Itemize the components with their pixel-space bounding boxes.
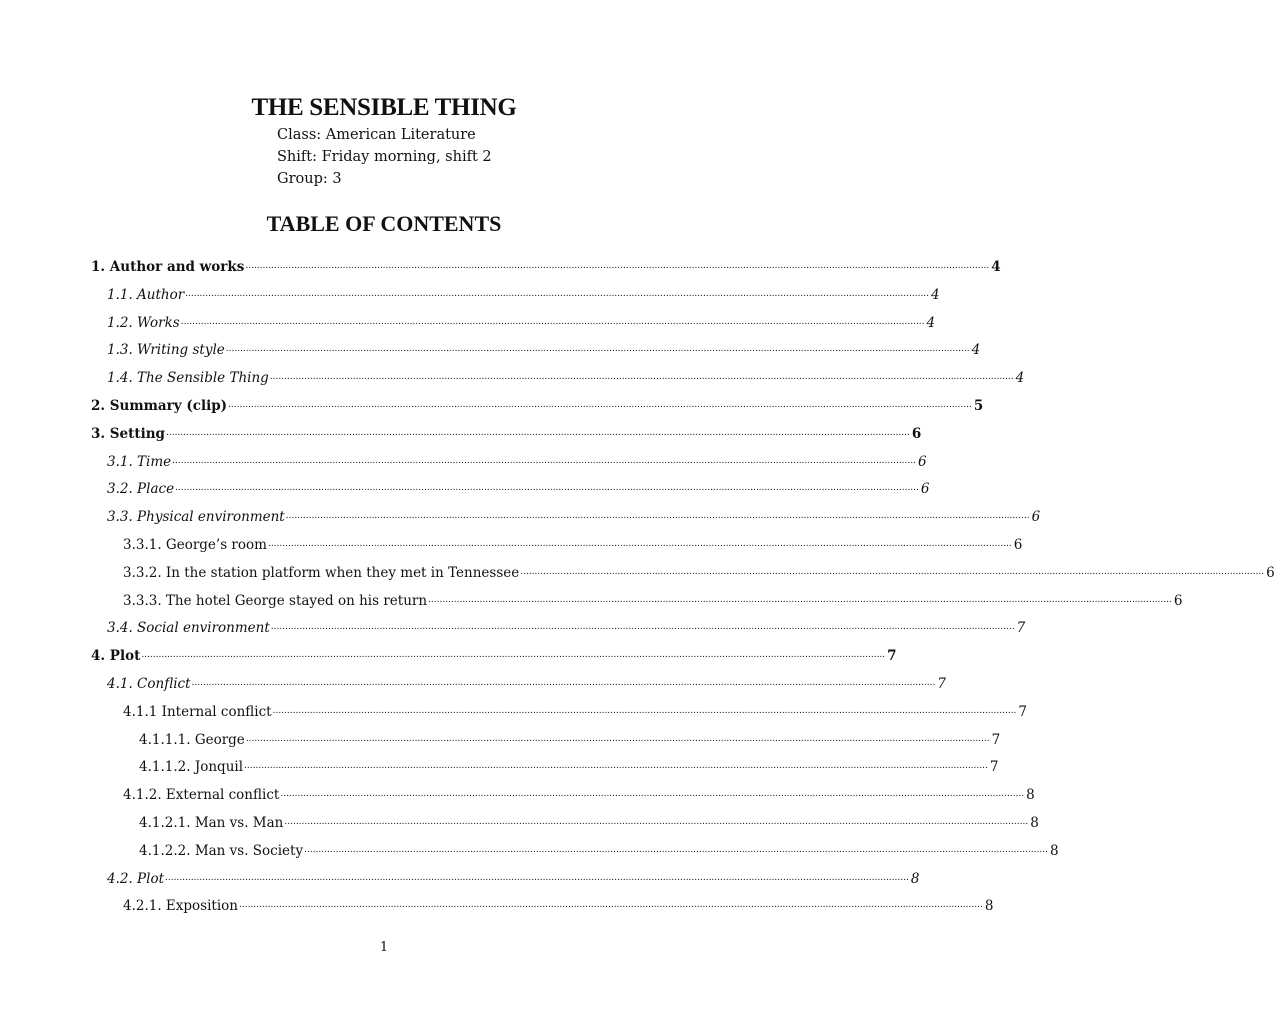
toc-dot-leader: .................................................................................................................................................................................................................................................................... — [165, 872, 909, 883]
toc-entry-page: 4 — [931, 286, 940, 303]
toc-entry-label: 4.2. Plot — [107, 870, 165, 887]
toc-dot-leader: .................................................................................................................................................................................................................................................................... — [245, 261, 990, 271]
toc-entry-page: 7 — [887, 648, 897, 665]
toc-entry-label: 1.1. Author — [107, 286, 185, 303]
toc-entry[interactable] — [139, 831, 1059, 859]
toc-entry-label: 3.3.3. The hotel George stayed on his return — [123, 592, 428, 609]
toc-entry[interactable] — [107, 303, 936, 331]
toc-entry-page: 6 — [911, 425, 922, 442]
toc-entry-page: 7 — [937, 676, 946, 692]
toc-dot-leader: .................................................................................................................................................................................................................................................................... — [269, 372, 1014, 383]
toc-dot-leader: .................................................................................................................................................................................................................................................................... — [285, 511, 1030, 522]
meta-shift: Shift: Friday morning, shift 2 — [277, 149, 492, 165]
toc-entry-label: 1.4. The Sensible Thing — [107, 370, 269, 387]
toc-entry-page: 8 — [1030, 815, 1039, 831]
meta-group: Group: 3 — [277, 171, 342, 187]
toc-dot-leader: .................................................................................................................................................................................................................................................................... — [166, 427, 910, 438]
toc-entry-page: 6 — [1173, 592, 1183, 609]
toc-entry-page: 7 — [1016, 620, 1026, 637]
toc-entry[interactable] — [123, 692, 1028, 720]
toc-entry-page: 7 — [989, 759, 999, 776]
toc-dot-leader: .................................................................................................................................................................................................................................................................... — [304, 844, 1048, 855]
toc-entry-label: 3.3. Physical environment — [107, 509, 285, 526]
toc-entry[interactable] — [107, 859, 920, 887]
toc-entry[interactable] — [123, 553, 1275, 581]
toc-entry-page: 6 — [1013, 537, 1023, 553]
toc-entry-page: 4 — [1015, 370, 1025, 387]
toc-entry-label: 3.2. Place — [107, 481, 175, 498]
toc-entry[interactable] — [107, 442, 927, 470]
meta-class: Class: American Literature — [277, 127, 476, 143]
toc-entry-label: 4.2.1. Exposition — [123, 898, 238, 915]
toc-entry[interactable] — [139, 747, 999, 776]
toc-dot-leader: .................................................................................................................................................................................................................................................................... — [245, 733, 990, 744]
toc-dot-leader: .................................................................................................................................................................................................................................................................... — [238, 900, 983, 911]
toc-entry[interactable] — [107, 469, 930, 498]
toc-dot-leader: .................................................................................................................................................................................................................................................................... — [272, 705, 1017, 716]
toc-entry[interactable] — [123, 525, 1023, 553]
toc-dot-leader: .................................................................................................................................................................................................................................................................... — [280, 789, 1025, 800]
toc-entry-page: 4 — [971, 342, 981, 359]
document-title: THE SENSIBLE THING — [251, 94, 517, 121]
toc-entry-page: 4 — [926, 314, 936, 331]
toc-entry-label: 3.3.1. George’s room — [123, 537, 267, 553]
toc-dot-leader: .................................................................................................................................................................................................................................................................... — [267, 539, 1012, 549]
toc-entry[interactable] — [107, 358, 1025, 387]
toc-dot-leader: .................................................................................................................................................................................................................................................................... — [172, 455, 916, 466]
toc-entry[interactable] — [107, 608, 1026, 637]
toc-dot-leader: .................................................................................................................................................................................................................................................................... — [191, 678, 936, 688]
toc-entry-label: 3.4. Social environment — [107, 620, 270, 637]
toc-dot-leader: .................................................................................................................................................................................................................................................................... — [428, 594, 1172, 605]
toc-entry[interactable] — [139, 720, 1001, 748]
toc-entry[interactable] — [123, 886, 994, 915]
toc-entry-label: 4. Plot — [91, 648, 141, 665]
toc-dot-leader: .................................................................................................................................................................................................................................................................... — [185, 288, 930, 299]
toc-dot-leader: .................................................................................................................................................................................................................................................................... — [284, 817, 1029, 827]
toc-entry[interactable] — [139, 803, 1039, 831]
toc-entry-page: 8 — [1049, 842, 1059, 859]
toc-entry-label: 4.1.1 Internal conflict — [123, 703, 272, 720]
page-number: 1 — [379, 940, 389, 955]
toc-entry[interactable] — [123, 581, 1183, 609]
toc-entry[interactable] — [91, 636, 897, 665]
toc-entry-page: 8 — [1026, 787, 1035, 804]
toc-entry-label: 1.3. Writing style — [107, 342, 225, 359]
toc-entry-label: 4.1.2.2. Man vs. Society — [139, 842, 304, 859]
toc-dot-leader: .................................................................................................................................................................................................................................................................... — [228, 400, 972, 410]
toc-entry-label: 3. Setting — [91, 425, 165, 442]
toc-entry-page: 6 — [1266, 564, 1275, 581]
toc-entry-label: 4.1.1.2. Jonquil — [139, 759, 244, 776]
toc-entry-page: 6 — [918, 453, 927, 470]
toc-entry[interactable] — [91, 247, 1001, 275]
toc-dot-leader: .................................................................................................................................................................................................................................................................... — [270, 622, 1015, 633]
toc-entry-page: 6 — [1031, 509, 1041, 526]
toc-entry-label: 4.1.1.1. George — [139, 731, 245, 748]
toc-dot-leader: .................................................................................................................................................................................................................................................................... — [244, 761, 988, 772]
toc-entry-label: 1.2. Works — [107, 314, 180, 331]
toc-dot-leader: .................................................................................................................................................................................................................................................................... — [141, 650, 886, 661]
toc-entry-page: 6 — [920, 481, 930, 498]
toc-entry[interactable] — [107, 664, 946, 692]
toc-entry-label: 4.1.2. External conflict — [123, 787, 280, 804]
toc-entry[interactable] — [107, 497, 1041, 526]
document-meta — [277, 124, 492, 190]
toc-dot-leader: .................................................................................................................................................................................................................................................................... — [180, 316, 925, 327]
toc-heading: TABLE OF CONTENTS — [266, 211, 502, 236]
toc-entry[interactable] — [91, 414, 922, 442]
toc-entry[interactable] — [107, 330, 981, 359]
toc-entry-label: 4.1. Conflict — [107, 676, 191, 692]
toc-dot-leader: .................................................................................................................................................................................................................................................................... — [520, 566, 1265, 577]
toc-entry-label: 3.1. Time — [107, 453, 172, 470]
toc-entry-page: 5 — [973, 398, 984, 414]
toc-dot-leader: .................................................................................................................................................................................................................................................................... — [175, 483, 919, 494]
toc-entry[interactable] — [107, 275, 940, 303]
toc-entry-label: 4.1.2.1. Man vs. Man — [139, 815, 284, 831]
toc-dot-leader: .................................................................................................................................................................................................................................................................... — [225, 344, 970, 355]
toc-entry-page: 4 — [991, 259, 1001, 275]
toc-entry-page: 7 — [1018, 703, 1028, 720]
toc-entry-page: 8 — [910, 870, 920, 887]
toc-entry-page: 8 — [984, 898, 994, 915]
toc-entry-label: 2. Summary (clip) — [91, 398, 228, 414]
toc-entry[interactable] — [123, 775, 1035, 804]
toc-entry-label: 3.3.2. In the station platform when they met in Tennessee — [123, 564, 520, 581]
toc-entry-label: 1. Author and works — [91, 259, 245, 275]
toc-entry[interactable] — [91, 386, 984, 414]
toc-entry-page: 7 — [991, 731, 1001, 748]
